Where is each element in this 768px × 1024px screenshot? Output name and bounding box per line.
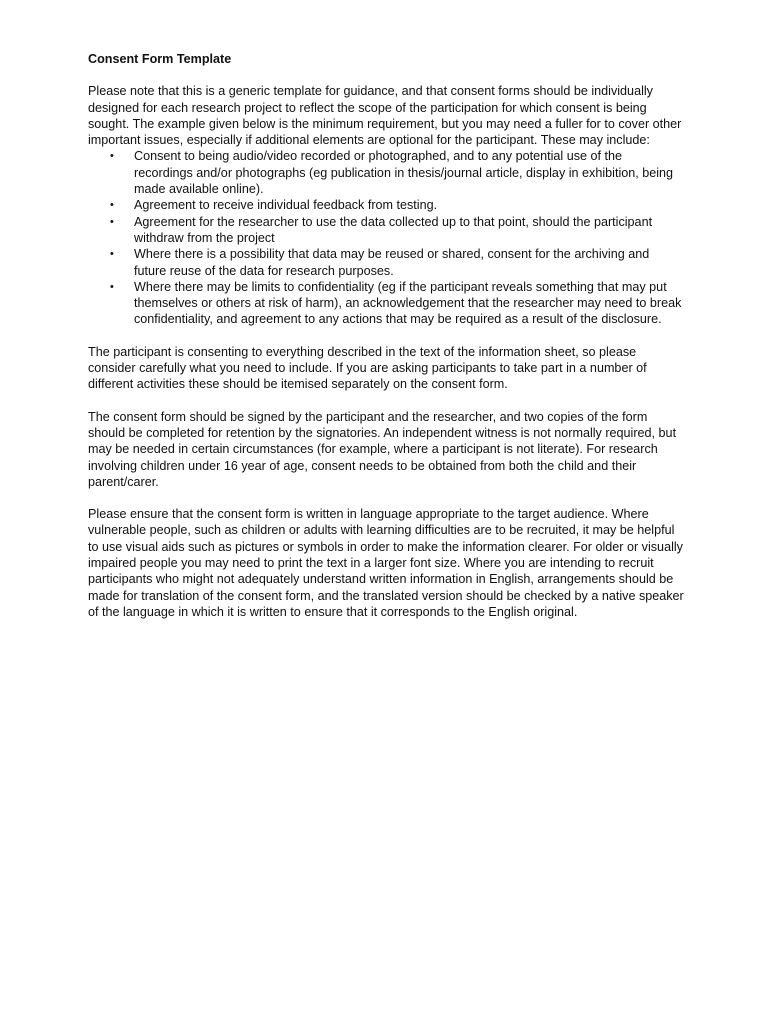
list-item <box>88 197 684 213</box>
list-item <box>88 214 684 247</box>
list-item <box>88 279 684 328</box>
bullet-icon: • <box>110 199 114 212</box>
list-item-text: Where there may be limits to confidentiality (eg if the participant reveals something that may put themselves or others at risk of harm), an acknowledgement that the researcher may need to break confidentiality, and agreement to any actions that may be required as a result of the disclosure. <box>134 279 682 327</box>
list-item-text: Agreement to receive individual feedback from testing. <box>134 198 438 213</box>
bullet-icon: • <box>110 215 114 228</box>
document-page <box>88 51 684 620</box>
list-item-text: Agreement for the researcher to use the data collected up to that point, should the participant withdraw from the project <box>134 214 653 245</box>
intro-paragraph: Please note that this is a generic template for guidance, and that consent forms should be individually designed for each research project to reflect the scope of the participation for which consent is being sought. The example given below is the minimum requirement, but you may need a fuller for to cover other important issues, especially if additional elements are optional for the participant. These may include: <box>88 84 682 148</box>
bullet-icon: • <box>110 280 114 293</box>
signing-paragraph: The consent form should be signed by the participant and the researcher, and two copies of the form should be completed for retention by the signatories. An independent witness is not normally required, but may be needed in certain circumstances (for example, where a participant is not literate). For research involving children under 16 year of age, consent needs to be obtained from both the child and their parent/carer. <box>88 409 677 489</box>
bullet-icon: • <box>110 150 114 163</box>
document-title: Consent Form Template <box>88 52 232 66</box>
requirements-list <box>88 148 684 327</box>
bullet-icon: • <box>110 248 114 261</box>
list-item <box>88 246 684 279</box>
list-item <box>88 148 684 197</box>
consent-scope-paragraph: The participant is consenting to everything described in the text of the information sheet, so please consider carefully what you need to include. If you are asking participants to take part in a number of different activities these should be itemised separately on the consent form. <box>88 344 647 392</box>
language-paragraph: Please ensure that the consent form is written in language appropriate to the target audience. Where vulnerable people, such as children or adults with learning difficulties are to be recruited, it may be helpful to use visual aids such as pictures or symbols in order to make the information clearer. For older or visually impaired people you may need to print the text in a larger font size. Where you are intending to recruit participants who might not adequately understand written information in English, arrangements should be made for translation of the consent form, and the translated version should be checked by a native speaker of the language in which it is written to ensure that it corresponds to the English original. <box>88 507 684 619</box>
list-item-text: Where there is a possibility that data may be reused or shared, consent for the archiving and future reuse of the data for research purposes. <box>134 247 650 278</box>
list-item-text: Consent to being audio/video recorded or photographed, and to any potential use of the recordings and/or photographs (eg publication in thesis/journal article, display in exhibition, being made available online). <box>134 149 674 197</box>
